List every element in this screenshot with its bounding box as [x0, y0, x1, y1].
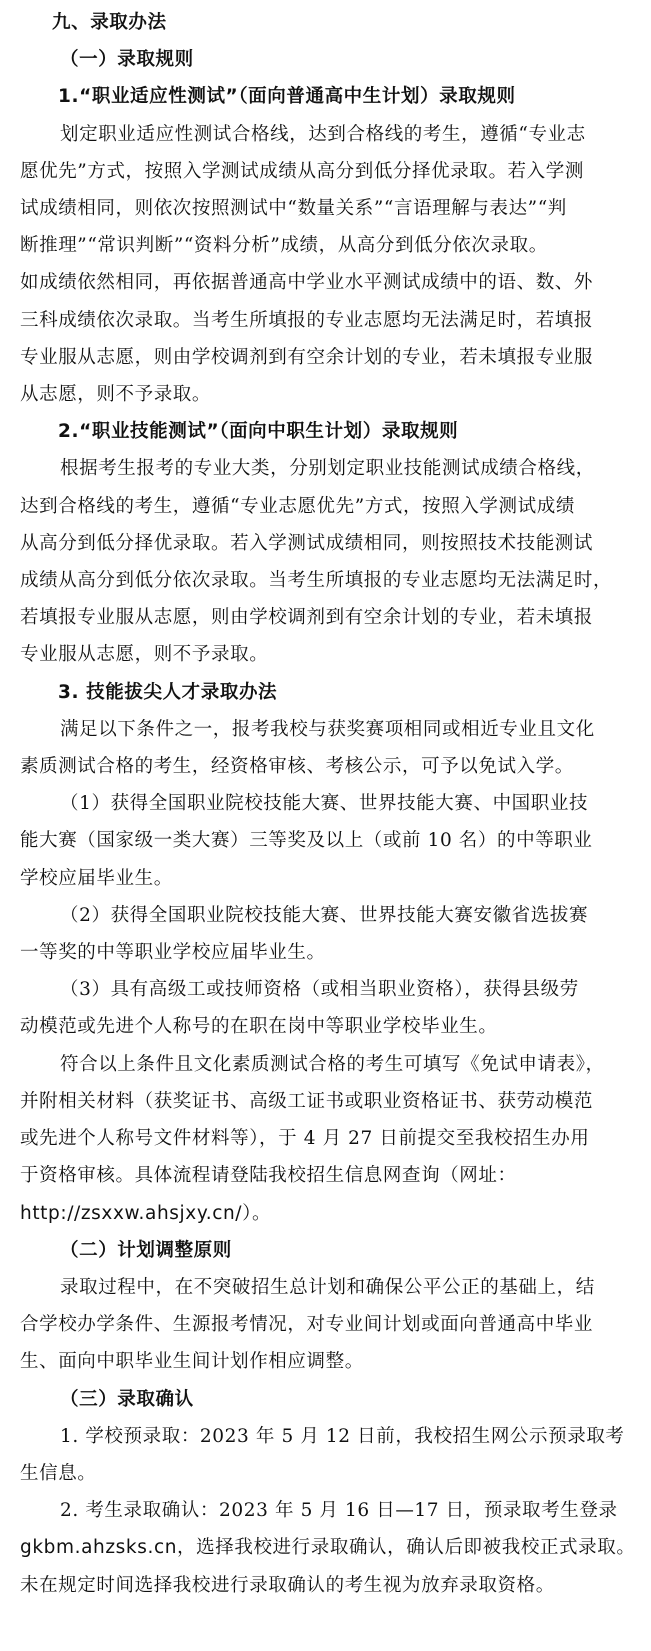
rules-heading: （一）录取规则 — [60, 49, 194, 71]
list-item-line: （2）获得全国职业院校技能大赛、世界技能大赛安徽省选拔赛 — [60, 904, 589, 926]
section-title: 九、录取办法 — [52, 12, 167, 33]
sub2-heading: 2.“职业技能测试”（面向中职生计划）录取规则 — [58, 421, 459, 443]
list-item-line: （1）获得全国职业院校技能大赛、世界技能大赛、中国职业技 — [60, 793, 589, 815]
paragraph-line: 满足以下条件之一，报考我校与获奖赛项相同或相近专业且文化 — [60, 718, 595, 740]
paragraph-line: 生、面向中职毕业生间计划作相应调整。 — [20, 1351, 364, 1373]
paragraph-line: 断推理”“常识判断”“资料分析”成绩，从高分到低分依次录取。 — [20, 235, 548, 257]
paragraph-line: 从志愿，则不予录取。 — [20, 384, 212, 406]
paragraph-line: 于资格审核。具体流程请登陆我校招生信息网查询（网址： — [20, 1165, 517, 1187]
paragraph-line: 专业服从志愿，则不予录取。 — [20, 644, 269, 666]
paragraph-line: 1. 学校预录取：2023 年 5 月 12 日前，我校招生网公示预录取考 — [60, 1425, 625, 1447]
list-item-line: （3）具有高级工或技师资格（或相当职业资格），获得县级劳 — [60, 979, 579, 1001]
paragraph-line: 录取过程中，在不突破招生总计划和确保公平公正的基础上，结 — [60, 1276, 595, 1298]
paragraph-line: 达到合格线的考生，遵循“专业志愿优先”方式，按照入学测试成绩 — [20, 495, 575, 517]
paragraph-line: 如成绩依然相同，再依据普通高中学业水平测试成绩中的语、数、外 — [20, 272, 594, 294]
paragraph-line: 素质测试合格的考生，经资格审核、考核公示，可予以免试入学。 — [20, 756, 574, 778]
paragraph-line: 愿优先”方式，按照入学测试成绩从高分到低分择优录取。若入学测 — [20, 160, 584, 182]
paragraph-line: 成绩从高分到低分依次录取。当考生所填报的专业志愿均无法满足时， — [20, 570, 613, 592]
list-item-line: 学校应届毕业生。 — [20, 867, 173, 889]
paragraph-line: 合学校办学条件、生源报考情况，对专业间计划或面向普通高中毕业 — [20, 1314, 594, 1336]
paragraph-line: 专业服从志愿，则由学校调剂到有空余计划的专业，若未填报专业服 — [20, 346, 594, 368]
list-item-line: 一等奖的中等职业学校应届毕业生。 — [20, 942, 326, 964]
paragraph-line: 从高分到低分择优录取。若入学测试成绩相同，则按照技术技能测试 — [20, 532, 594, 554]
list-item-line: 动模范或先进个人称号的在职在岗中等职业学校毕业生。 — [20, 1016, 498, 1038]
sub1-heading: 1.“职业适应性测试”（面向普通高中生计划）录取规则 — [58, 86, 516, 108]
paragraph-line: 生信息。 — [20, 1462, 97, 1484]
paragraph-line: 若填报专业服从志愿，则由学校调剂到有空余计划的专业，若未填报 — [20, 607, 594, 629]
website-url-line: http://zsxxw.ahsjxy.cn/）。 — [20, 1202, 272, 1224]
paragraph-line: 或先进个人称号文件材料等），于 4 月 27 日前提交至我校招生办用 — [20, 1128, 590, 1150]
sub3-heading: 3. 技能拔尖人才录取办法 — [58, 681, 278, 703]
paragraph-line: 根据考生报考的专业大类，分别划定职业技能测试成绩合格线， — [60, 458, 595, 480]
confirm-heading: （三）录取确认 — [60, 1388, 194, 1410]
paragraph-line: 未在规定时间选择我校进行录取确认的考生视为放弃录取资格。 — [20, 1574, 555, 1596]
paragraph-line: 划定职业适应性测试合格线，达到合格线的考生，遵循“专业志 — [60, 123, 586, 145]
plan-adjust-heading: （二）计划调整原则 — [60, 1239, 232, 1261]
paragraph-line: 并附相关材料（获奖证书、高级工证书或职业资格证书、获劳动模范 — [20, 1090, 594, 1112]
paragraph-line: 试成绩相同，则依次按照测试中“数量关系”“言语理解与表达”“判 — [20, 198, 567, 220]
paragraph-line: 符合以上条件且文化素质测试合格的考生可填写《免试申请表》， — [60, 1053, 605, 1075]
paragraph-line: gkbm.ahzsks.cn，选择我校进行录取确认，确认后即被我校正式录取。 — [20, 1537, 636, 1559]
paragraph-line: 2. 考生录取确认：2023 年 5 月 16 日—17 日，预录取考生登录 — [60, 1500, 618, 1522]
list-item-line: 能大赛（国家级一类大赛）三等奖及以上（或前 10 名）的中等职业 — [20, 830, 593, 852]
paragraph-line: 三科成绩依次录取。当考生所填报的专业志愿均无法满足时，若填报 — [20, 309, 594, 331]
